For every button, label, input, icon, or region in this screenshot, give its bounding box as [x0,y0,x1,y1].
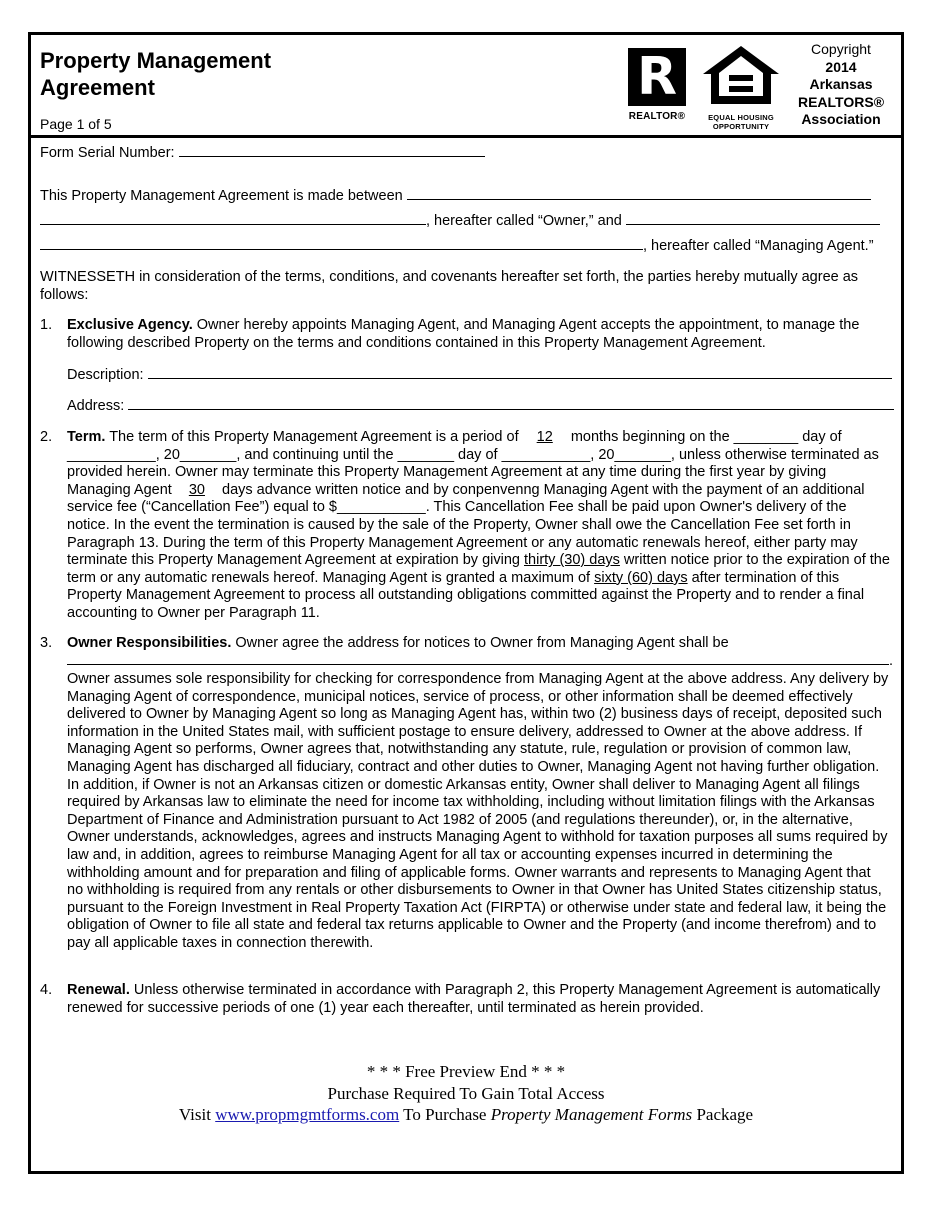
term-text-5: after termination of this Property Management Agreement to process all outstanding obligations committed against the Property and to render a final accounting to Owner per Paragraph 11. [67,569,865,621]
paragraph-2 [40,429,890,623]
agent-called-text: , hereafter called “Managing Agent.” [643,238,874,254]
address-field[interactable] [128,397,894,410]
paragraph-heading: Renewal. [67,982,130,998]
visit-line [31,1104,901,1126]
purchase-required-text: Purchase Required To Gain Total Access [327,1083,605,1103]
parties-row-3 [40,237,895,256]
paragraph-text: Owner assumes sole responsibility for checking for correspondence from Managing Agent at the above address. Any delivery by Managing Agent of correspondence, municipal notices, service of process, or other information shall be deemed effectively delivered to Owner by Managing Agent so long as Managing Agent has, within two (2) business days of receipt, deposited such information in the United States mail, with sufficient postage to ensure delivery, addressed to Owner at the above address. If Managing Agent so performs, Owner agrees that, notwithstanding any statute, rule, regulation or provision of common law, Managing Agent has discharged all fiduciary, contract and other duties to Owner, Managing Agent not having further obligation. In addition, if Owner is not an Arkansas citizen or domestic Arkansas entity, Owner shall deliver to Managing Agent all filings required by Arkansas law to eliminate the need for income tax withholding, including without limitation filings with the Arkansas Department of Finance and Administration pursuant to Act 1982 of 2005 (and regulations thereunder), or, in the alternative, Owner understands, acknowledges, agrees and instructs Managing Agent to withhold for taxation purposes all sums required by law and, in addition, agrees to reimburse Managing Agent for all tax or accounting expenses incurred in determining the withholding amount and for preparation and filing of applicable forms. Owner warrants and represents to Managing Agent that no withholding is required from any rentals or other disbursements to Owner in that Owner has United States citizenship status, pursuant to the Foreign Investment in Real Property Taxation Act (FIRPTA) or otherwise under state and federal law, it being the obligation of Owner to file all state and federal tax returns applicable to Owner and the Property (and income therefrom) and to pay all applicable taxes in connection therewith. [67,671,889,951]
term-text-2: months beginning on the ________ day of ___________, 20_______, and continuing until the _______ day of ___________, 20_______, unless otherwise terminated as provided herein. Owner may terminate this Property Management Agreement at any time during the first year by giving Managing Agent [67,429,879,498]
paragraph-3-body [40,671,890,953]
paragraph-1 [40,317,890,352]
realtor-logo [626,48,688,122]
copyright-org-2: REALTORS® [797,93,885,110]
months-value[interactable]: 12 [536,429,553,445]
propmgmtforms-link[interactable]: www.propmgmtforms.com [215,1105,400,1124]
document-page [28,32,904,1174]
page-indicator: Page 1 of 5 [40,116,112,132]
paragraph-heading: Term. [67,429,106,445]
address-row [67,397,895,416]
notice-address-field[interactable] [67,652,889,665]
description-label: Description: [67,367,144,383]
made-between-text: This Property Management Agreement is made between [40,188,403,204]
title-line-2: Agreement [40,75,155,100]
party-1-field[interactable] [407,187,871,200]
paragraph-text: Unless otherwise terminated in accordance with Paragraph 2, this Property Management Agreement is automatically renewed for successive periods of one (1) year each thereafter, until terminated as herein provided. [67,982,881,1016]
paragraph-number: 2. [40,429,53,445]
to-purchase-text: To Purchase [399,1105,491,1124]
paragraph-intro: Owner agree the address for notices to Owner from Managing Agent shall be [231,635,729,651]
eho-label-1: EQUAL HOUSING [708,113,774,122]
description-row [67,366,895,385]
paragraph-number: 3. [40,635,53,651]
parties-row-1 [40,187,895,206]
paragraph-heading: Owner Responsibilities. [67,635,232,651]
header-divider [31,135,901,138]
copyright-notice [786,41,896,129]
title-line-1: Property Management [40,48,272,73]
paragraph-3 [40,635,890,653]
paragraph-4 [40,982,890,1017]
address-label: Address: [67,398,125,414]
copyright-org-1: Arkansas [809,76,873,92]
serial-number-field[interactable] [179,144,485,157]
witnesseth-text: WITNESSETH in consideration of the terms, conditions, and covenants hereafter set forth, the parties hereby mutually agree as follows: [40,269,859,303]
owner-called-text: , hereafter called “Owner,” and [426,213,622,229]
preview-end-text: * * * Free Preview End * * * [366,1062,566,1081]
copyright-year: 2014 [825,58,857,75]
equal-housing-icon [701,44,781,108]
visit-text: Visit [178,1105,216,1124]
document-title [40,47,271,101]
term-text-4: written notice prior to the expiration of the term or any automatic renewals hereof. Managing Agent is granted a maximum of [67,552,890,586]
package-name: Property Management Forms [490,1105,693,1124]
agent-name-field-2[interactable] [40,237,643,250]
description-field[interactable] [148,366,892,379]
paragraph-text: Owner hereby appoints Managing Agent, and Managing Agent accepts the appointment, to manage the following described Property on the terms and conditions contained in this Property Management Agreement. [67,317,860,351]
preview-notice [31,1061,901,1126]
paragraph-number: 4. [40,982,53,998]
agent-name-field[interactable] [626,212,880,225]
serial-number-label: Form Serial Number: [40,145,175,161]
copyright-org-3: Association [801,111,881,127]
equal-housing-logo [701,44,781,131]
parties-row-2 [40,212,895,231]
realtor-r-icon: R [628,48,686,106]
sixty-days-text: sixty (60) days [594,569,688,586]
owner-name-field[interactable] [40,212,426,225]
notice-address-row: . [67,652,895,671]
package-text: Package [692,1105,754,1124]
eho-label-2: OPPORTUNITY [712,122,770,131]
serial-number-row [40,144,895,163]
paragraph-number: 1. [40,317,53,333]
paragraph-heading: Exclusive Agency. [67,317,193,333]
term-text-3: days advance written notice and by conpenvenng Managing Agent with the payment of an additional service fee (“Cancellation Fee”) equal to $___________. This Cancellation Fee shall be paid upon Owner's delivery of the notice. In the event the termination is caused by the sale of the Property, Owner shall owe the Cancellation Fee set forth in Paragraph 13. During the term of this Property Management Agreement or any automatic renewals hereof, either party may terminate this Property Management Agreement at expiration by giving [67,481,865,569]
realtor-label: REALTOR® [628,111,686,122]
notice-days-value[interactable]: 30 [188,481,205,498]
thirty-days-text: thirty (30) days [524,552,620,569]
copyright-label: Copyright [811,41,871,57]
term-text-1: The term of this Property Management Agreement is a period of [105,429,523,445]
